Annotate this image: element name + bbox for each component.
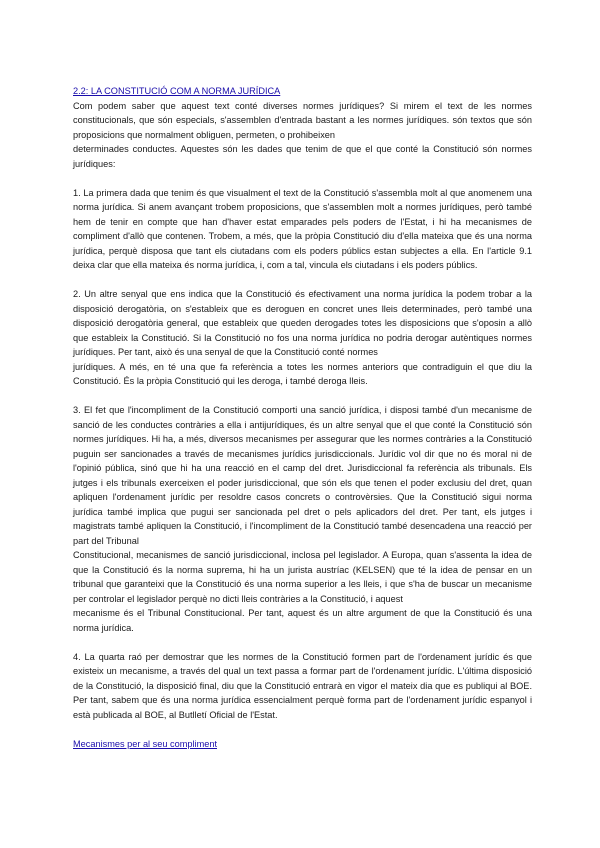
point-3-part-1: 3. El fet que l'incompliment de la Constitució comporti una sanció jurídica, i disposi també d'un mecanisme de sanció de les conductes contràries a ella i antijurídiques, és un altre senyal que el que conté la Constitució són normes jurídiques. Hi ha, a més, diversos mecanismes per assegurar que les normes contràries a la Constitució puguin ser sancionades a través de mecanismes jurídics jurisdiccionals. Jurídic vol dir que no és moral ni de l'opinió pública, sinó que hi ha una reacció en el camp del dret. Jurisdiccional fa referència als tribunals. Els jutges i els tribunals exerceixen el poder jurisdiccional, que són els que tenen el poder exclusiu del dret, quan apliquen l'ordenament jurídic per resoldre casos concrets o controvèrsies. Que la Constitució sigui norma jurídica també implica que pugui ser sancionada pel dret o pels aplicadors del dret. Per tant, els jutges i magistrats també apliquen la Constitució, i l'incompliment de la Constitució també desencadena una reacció per part del Tribunal bbox=[73, 405, 532, 546]
point-3-part-3: mecanisme és el Tribunal Constitucional. Per tant, aquest és un altre argument de que la Constitució és una norma jurídica. bbox=[73, 608, 532, 633]
point-1-paragraph: 1. La primera dada que tenim és que visualment el text de la Constitució s'assembla molt al que anomenem una norma jurídica. Si anem avançant trobem proposicions, que s'assemblen molt a normes jurídiques, però també hem de tenir en compte que han d'haver estat emparades pels poders de l'Estat, i hi ha mecanismes de compliment d'allò que contenen. Trobem, a més, que la pròpia Constitució diu d'ella mateixa que és una norma jurídica, perquè disposa que tant els ciutadans com els poders públics estan subjectes a ella. En l'article 9.1 deixa clar que ella mateixa és norma jurídica, i, com a tal, vincula els ciutadans i els poders públics. bbox=[73, 187, 532, 270]
section-heading-link[interactable]: 2.2: LA CONSTITUCIÓ COM A NORMA JURÍDICA bbox=[73, 86, 281, 96]
point-3-paragraph bbox=[73, 403, 532, 635]
point-2-part-1: 2. Un altre senyal que ens indica que la Constitució és efectivament una norma jurídica la podem trobar a la disposició derogatòria, on s'estableix que es deroguen en concret unes lleis determinades, però també una disposició derogatòria general, que estableix que queden derogades totes les disposicions que s'oposin a allò que estableix la Constitució. Si la Constitució no fos una norma jurídica no podria derogar autèntiques normes jurídiques. Per tant, això és una senyal de que la Constitució conté normes bbox=[73, 289, 532, 357]
point-2-part-2: jurídiques. A més, en té una que fa referència a totes les normes anteriors que contradiguin el que diu la Constitució. És la pròpia Constitució qui les deroga, i també deroga lleis. bbox=[73, 361, 532, 386]
document-body bbox=[73, 84, 532, 751]
intro-line-1: Com podem saber que aquest text conté diverses normes jurídiques? Si mirem el text de les normes constitucionals, que són especials, s'assemblen d'entrada bastant a les normes jurídiques. són textos que són proposicions que normalment obliguen, permeten, o prohibeixen bbox=[73, 100, 532, 140]
intro-line-2: determinades conductes. Aquestes són les dades que tenim de que el que conté la Constitució són normes jurídiques: bbox=[73, 144, 532, 169]
point-3-part-2: Constitucional, mecanismes de sanció jurisdiccional, inclosa pel legislador. A Europa, quan s'assenta la idea de que la Constitució és la norma suprema, hi ha un jurista austríac (KELSEN) que té la idea de pensar en un tribunal que garanteixi que la Constitució és una norma superior a les lleis, i que s'ha de buscar un mecanisme per controlar el legislador perquè no dicti lleis contràries a la Constitució, i aquest bbox=[73, 550, 532, 604]
point-4-paragraph: 4. La quarta raó per demostrar que les normes de la Constitució formen part de l'ordenament jurídic és que existeix un mecanisme, a través del qual un text passa a formar part de l'ordenament jurídic. L'última disposició de la Constitució, la disposició final, diu que la Constitució entrarà en vigor el mateix dia que es publiqui al BOE. Per tant, sabem que és una norma jurídica essencialment perquè forma part de l'ordenament jurídic espanyol i està publicada al BOE, al Butlletí Oficial de l'Estat. bbox=[73, 651, 532, 720]
intro-paragraph bbox=[73, 99, 532, 172]
point-2-paragraph bbox=[73, 287, 532, 389]
mechanisms-link[interactable]: Mecanismes per al seu compliment bbox=[73, 738, 217, 749]
